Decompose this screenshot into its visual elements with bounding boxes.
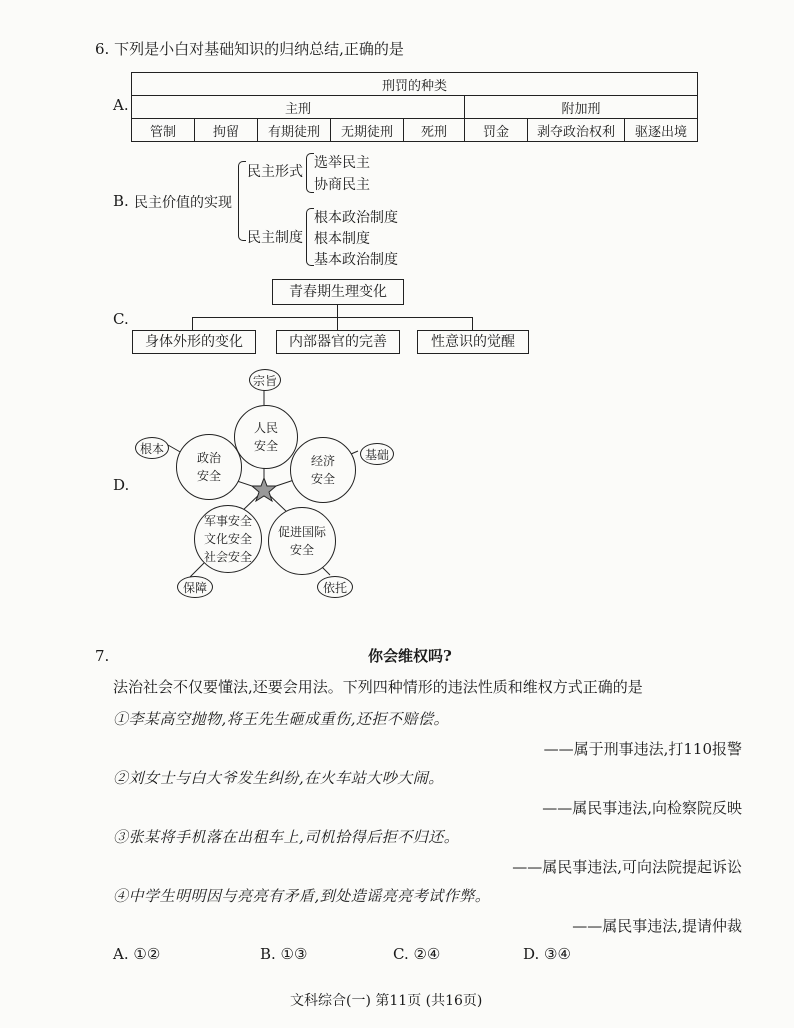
tag-people: 宗旨 bbox=[249, 369, 281, 391]
tree-connector bbox=[192, 317, 193, 330]
option-c-label: C. bbox=[113, 310, 129, 328]
question-7-intro: 法治社会不仅要懂法,还要会用法。下列四种情形的违法性质和维权方式正确的是 bbox=[113, 678, 643, 696]
penalty-item: 驱逐出境 bbox=[625, 119, 698, 142]
circle-economic-security bbox=[290, 437, 356, 503]
circle-text: 社会安全 bbox=[203, 550, 252, 564]
option-b-label: B. bbox=[113, 192, 129, 210]
main-penalty-header: 主刑 bbox=[132, 96, 465, 119]
option-a-label: A. bbox=[113, 96, 129, 114]
tree-connector bbox=[337, 305, 338, 317]
democracy-form-item: 选举民主 bbox=[314, 155, 370, 171]
brace-form bbox=[306, 153, 314, 193]
penalty-item: 管制 bbox=[132, 119, 195, 142]
circle-text: 政治 bbox=[196, 451, 221, 465]
democracy-system: 民主制度 bbox=[247, 230, 303, 246]
answer-option-b: B. ①③ bbox=[260, 945, 308, 963]
answer-option-d: D. ③④ bbox=[523, 945, 571, 963]
question-7-number: 7. bbox=[95, 647, 110, 665]
circle-text: 安全 bbox=[253, 439, 278, 453]
penalty-item: 剥夺政治权利 bbox=[528, 119, 625, 142]
tree-connector bbox=[192, 317, 472, 318]
puberty-child-box: 身体外形的变化 bbox=[132, 330, 256, 354]
question-6-stem: 6. 下列是小白对基础知识的归纳总结,正确的是 bbox=[95, 40, 404, 58]
democracy-system-item: 根本制度 bbox=[314, 231, 370, 247]
tag-economy: 基础 bbox=[360, 443, 394, 465]
extra-penalty-header: 附加刑 bbox=[465, 96, 698, 119]
democracy-system-item: 根本政治制度 bbox=[314, 210, 398, 226]
circle-text: 安全 bbox=[310, 472, 335, 486]
tag-politics: 根本 bbox=[135, 437, 169, 459]
circle-text: 安全 bbox=[289, 543, 314, 557]
puberty-child-box: 性意识的觉醒 bbox=[417, 330, 529, 354]
case-text: ①李某高空抛物,将王先生砸成重伤,还拒不赔偿。 bbox=[113, 710, 450, 728]
brace-root bbox=[238, 161, 246, 241]
penalty-item: 拘留 bbox=[195, 119, 258, 142]
page-footer: 文科综合(一) 第11页 (共16页) bbox=[290, 993, 483, 1009]
brace-system bbox=[306, 208, 314, 266]
answer-option-c: C. ②④ bbox=[393, 945, 441, 963]
tag-military: 保障 bbox=[177, 576, 213, 598]
democracy-form-item: 协商民主 bbox=[314, 177, 370, 193]
case-text: ④中学生明明因与亮亮有矛盾,到处造谣亮亮考试作弊。 bbox=[113, 887, 491, 905]
circle-text: 经济 bbox=[310, 454, 335, 468]
tree-connector bbox=[337, 317, 338, 330]
democracy-system-item: 基本政治制度 bbox=[314, 252, 398, 268]
circle-text: 人民 bbox=[253, 421, 278, 435]
circle-text: 军事安全 bbox=[203, 514, 252, 528]
tree-connector bbox=[472, 317, 473, 330]
penalty-table-title: 刑罚的种类 bbox=[132, 73, 698, 96]
puberty-child-box: 内部器官的完善 bbox=[276, 330, 400, 354]
case-answer: ——属民事违法,向检察院反映 bbox=[542, 799, 742, 817]
democracy-form: 民主形式 bbox=[247, 164, 303, 180]
case-answer: ——属民事违法,可向法院提起诉讼 bbox=[512, 858, 742, 876]
circle-military-cultural-social-security bbox=[194, 505, 262, 573]
option-d-label: D. bbox=[113, 476, 130, 494]
circle-text: 安全 bbox=[196, 469, 221, 483]
answer-option-a: A. ①② bbox=[113, 945, 161, 963]
penalty-item: 有期徒刑 bbox=[258, 119, 331, 142]
circle-political-security bbox=[176, 434, 242, 500]
case-text: ③张某将手机落在出租车上,司机拾得后拒不归还。 bbox=[113, 828, 460, 846]
democracy-root: 民主价值的实现 bbox=[134, 195, 232, 211]
case-answer: ——属民事违法,提请仲裁 bbox=[572, 917, 742, 935]
circle-people-security bbox=[234, 405, 298, 469]
circle-text: 促进国际 bbox=[277, 525, 326, 539]
penalty-item: 死刑 bbox=[404, 119, 465, 142]
penalty-item: 无期徒刑 bbox=[331, 119, 404, 142]
penalty-table bbox=[131, 72, 698, 142]
case-answer: ——属于刑事违法,打110报警 bbox=[543, 740, 742, 758]
case-text: ②刘女士与白大爷发生纠纷,在火车站大吵大闹。 bbox=[113, 769, 444, 787]
penalty-item: 罚金 bbox=[465, 119, 528, 142]
circle-text: 文化安全 bbox=[203, 532, 252, 546]
circle-international-security bbox=[268, 507, 336, 575]
puberty-top-box: 青春期生理变化 bbox=[272, 279, 404, 305]
tag-intl: 依托 bbox=[317, 576, 353, 598]
question-7-title: 你会维权吗? bbox=[368, 647, 452, 665]
